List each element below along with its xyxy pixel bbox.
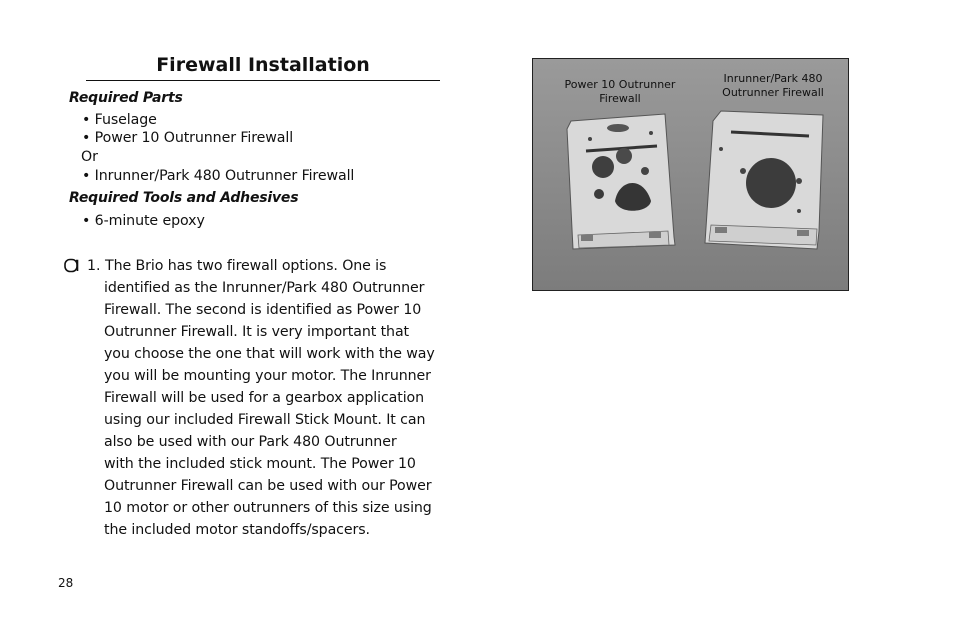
step-number: 1. (87, 258, 101, 274)
step-line: Outrunner Firewall. It is very important that (104, 324, 409, 340)
step-line: 10 motor or other outrunners of this size using (104, 500, 432, 516)
step-line: also be used with our Park 480 Outrunner (104, 434, 397, 450)
parts-item-inrunner-firewall: • Inrunner/Park 480 Outrunner Firewall (82, 168, 355, 184)
photo-label-inrunner (713, 72, 833, 100)
step-line: with the included stick mount. The Power 10 (104, 456, 416, 472)
step-line: Firewall will be used for a gearbox application (104, 390, 425, 406)
photo-label-inrunner-line1: Inrunner/Park 480 (723, 72, 823, 85)
inrunner-firewall-plate (705, 111, 823, 249)
page-title: Firewall Installation (156, 54, 370, 76)
photo-label-power10 (555, 78, 685, 106)
photo-label-power10-line1: Power 10 Outrunner (564, 78, 676, 91)
power10-firewall-plate (567, 114, 675, 249)
photo-label-inrunner-line2: Outrunner Firewall (722, 86, 824, 99)
tools-item-epoxy: • 6-minute epoxy (82, 213, 205, 229)
step-line: identified as the Inrunner/Park 480 Outrunner (104, 280, 425, 296)
step-line: using our included Firewall Stick Mount. It can (104, 412, 426, 428)
parts-item-fuselage: • Fuselage (82, 112, 157, 128)
step-line: Outrunner Firewall can be used with our Power (104, 478, 432, 494)
step-line: you will be mounting your motor. The Inrunner (104, 368, 431, 384)
page-number: 28 (58, 576, 74, 590)
parts-or-text: Or (81, 149, 98, 165)
step-line: you choose the one that will work with the way (104, 346, 435, 362)
title-divider (86, 80, 440, 81)
photo-label-power10-line2: Firewall (599, 92, 641, 105)
required-tools-heading: Required Tools and Adhesives (69, 190, 299, 206)
step-line: The Brio has two firewall options. One is (105, 258, 387, 274)
checkbox-icon[interactable] (64, 258, 79, 273)
required-parts-heading: Required Parts (69, 90, 183, 106)
step-line: Firewall. The second is identified as Power 10 (104, 302, 422, 318)
parts-item-power10-firewall: • Power 10 Outrunner Firewall (82, 130, 294, 146)
firewall-photo (532, 58, 849, 291)
step-1-text (104, 257, 435, 543)
step-line: the included motor standoffs/spacers. (104, 522, 370, 538)
